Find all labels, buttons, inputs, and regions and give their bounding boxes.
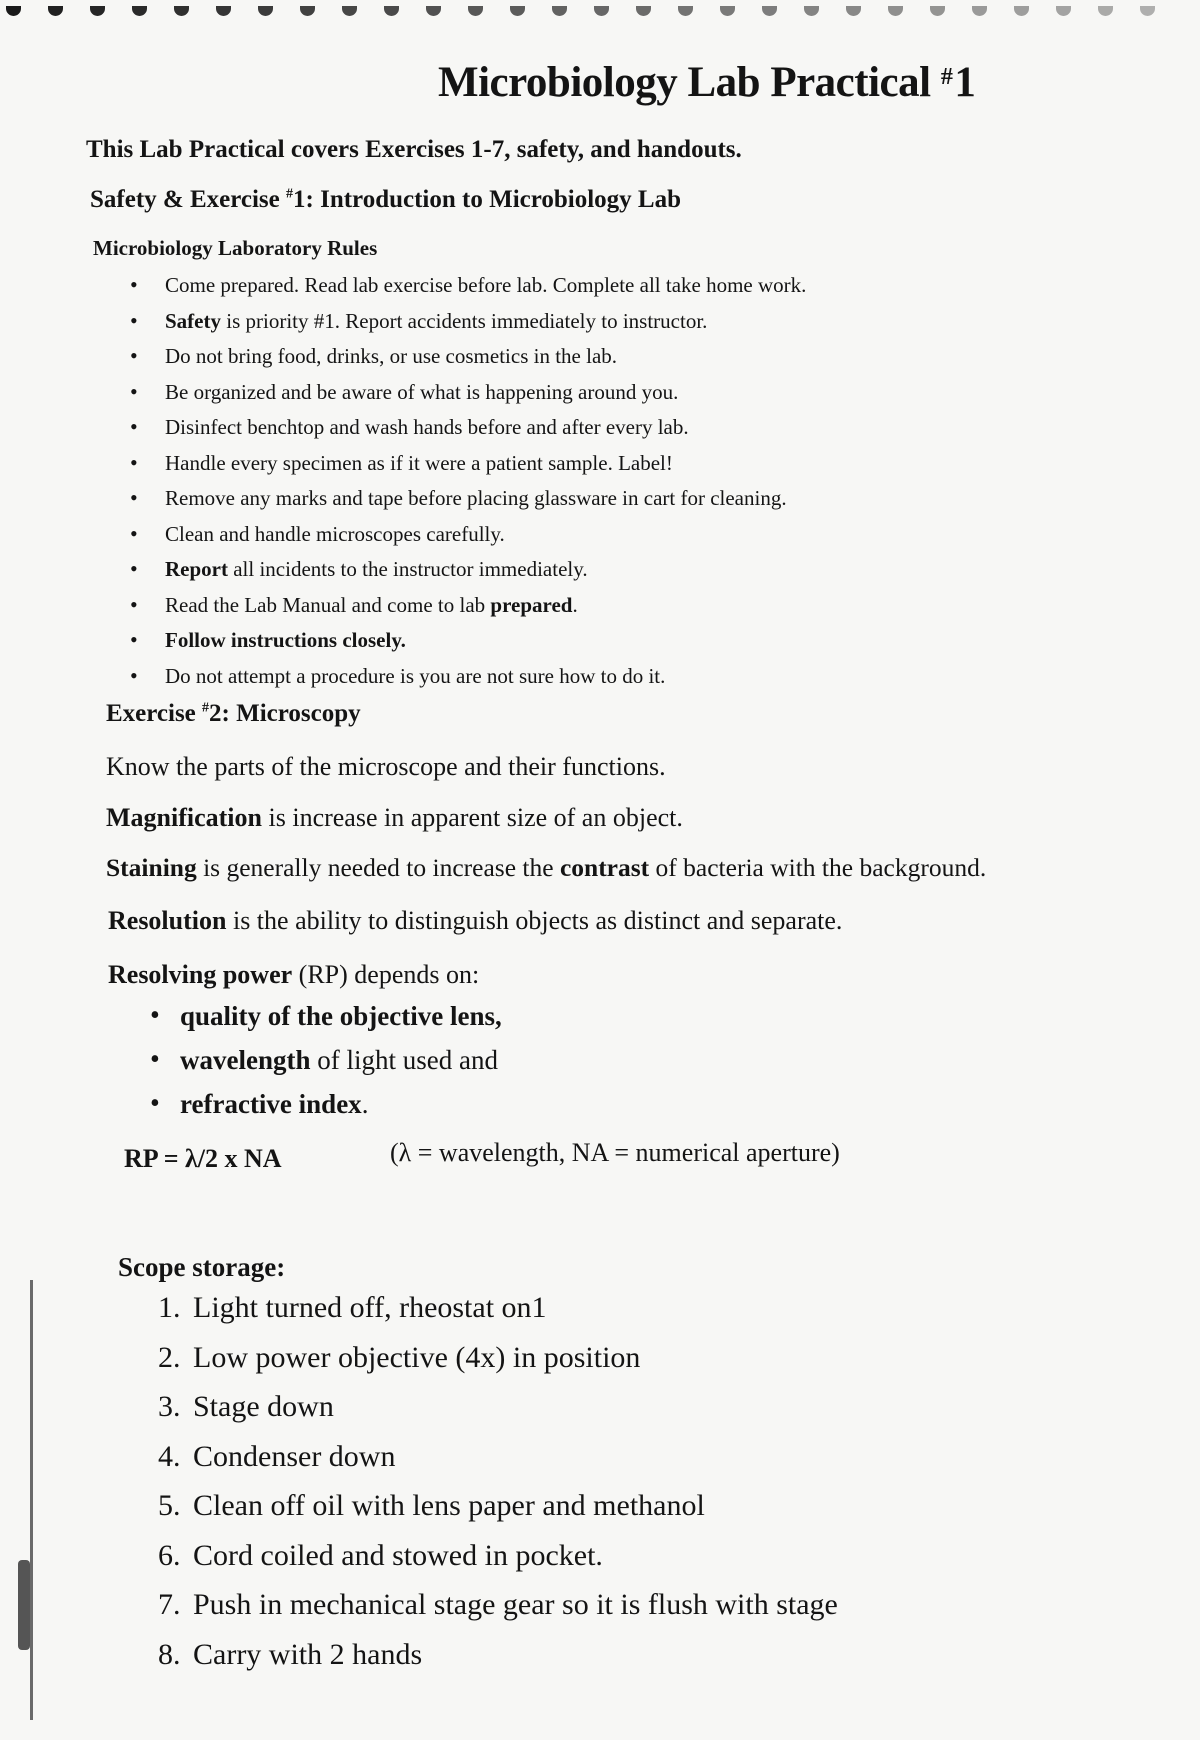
magnification-line: Magnification is increase in apparent size of an object. xyxy=(106,803,683,832)
rp-formula-note: (λ = wavelength, NA = numerical aperture) xyxy=(390,1138,840,1167)
safety-heading: Safety & Exercise #1: Introduction to Microbiology Lab xyxy=(90,186,682,213)
list-item: 8. Carry with 2 hands xyxy=(158,1637,423,1671)
list-item: • Read the Lab Manual and come to lab prepared. xyxy=(130,590,1030,626)
list-item: • quality of the objective lens, xyxy=(150,998,502,1042)
list-item: • Clean and handle microscopes carefully. xyxy=(130,519,1030,555)
list-item: • wavelength of light used and xyxy=(150,1042,502,1086)
resolution-line: Resolution is the ability to distinguish objects as distinct and separate. xyxy=(108,906,843,935)
list-item: • Disinfect benchtop and wash hands before and after every lab. xyxy=(130,412,1030,448)
list-item: • Report all incidents to the instructor immediately. xyxy=(130,554,1030,590)
page-title: Microbiology Lab Practical #1 xyxy=(438,59,976,106)
list-item: • Come prepared. Read lab exercise before lab. Complete all take home work. xyxy=(130,270,1030,306)
list-item: 1. Light turned off, rheostat on1 xyxy=(158,1291,547,1324)
list-item: • Handle every specimen as if it were a patient sample. Label! xyxy=(130,448,1030,484)
rules-heading: Microbiology Laboratory Rules xyxy=(93,236,378,260)
rp-formula: RP = λ/2 x NA xyxy=(124,1144,282,1173)
list-item: 5. Clean off oil with lens paper and methanol xyxy=(158,1489,705,1522)
exercise2-heading: Exercise #2: Microscopy xyxy=(106,700,361,727)
list-item: 3. Stage down xyxy=(158,1390,334,1423)
scope-storage-heading: Scope storage: xyxy=(118,1252,286,1282)
list-item: 2. Low power objective (4x) in position xyxy=(158,1340,641,1374)
list-item: 7. Push in mechanical stage gear so it is flush with stage xyxy=(158,1588,838,1621)
list-item: • Follow instructions closely. xyxy=(130,625,1030,661)
rules-list xyxy=(130,270,1030,696)
list-item: • Be organized and be aware of what is happening around you. xyxy=(130,377,1030,413)
list-item: • Do not bring food, drinks, or use cosmetics in the lab. xyxy=(130,341,1030,377)
list-item: • Safety is priority #1. Report accidents immediately to instructor. xyxy=(130,306,1030,342)
list-item: • Do not attempt a procedure is you are not sure how to do it. xyxy=(130,661,1030,697)
intro-line: This Lab Practical covers Exercises 1-7, safety, and handouts. xyxy=(86,136,742,163)
storage-steps-list xyxy=(158,1288,838,1684)
list-item: • refractive index. xyxy=(150,1086,502,1130)
resolving-power-list xyxy=(150,998,502,1130)
list-item: • Remove any marks and tape before placing glassware in cart for cleaning. xyxy=(130,483,1030,519)
know-parts-line: Know the parts of the microscope and their functions. xyxy=(106,752,666,781)
list-item: 4. Condenser down xyxy=(158,1439,396,1473)
staining-line: Staining is generally needed to increase the contrast of bacteria with the background. xyxy=(106,853,987,882)
resolving-power-line: Resolving power (RP) depends on: xyxy=(108,960,480,989)
list-item: 6. Cord coiled and stowed in pocket. xyxy=(158,1538,603,1572)
